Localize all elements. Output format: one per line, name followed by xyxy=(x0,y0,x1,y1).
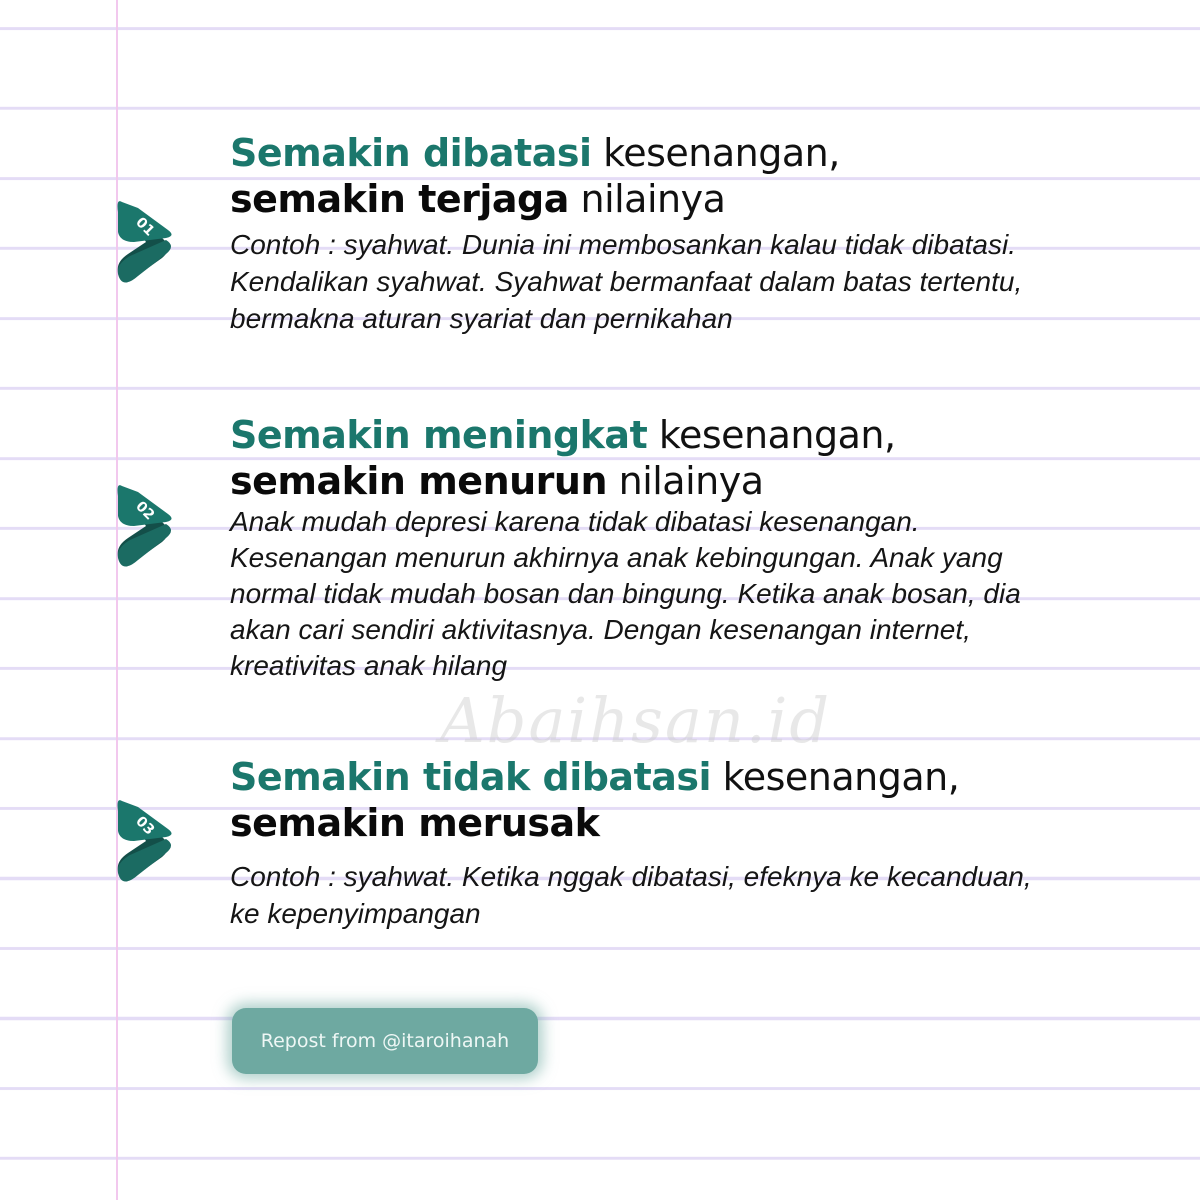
item-1-heading xyxy=(230,130,1110,176)
item-1 xyxy=(230,130,1110,337)
item-2-marker-icon xyxy=(108,482,188,572)
item-3-subheading xyxy=(230,800,1110,846)
item-1-subheading-bold: semakin terjaga xyxy=(230,177,569,221)
item-3-heading-accent: Semakin tidak dibatasi xyxy=(230,755,712,799)
item-2 xyxy=(230,412,1110,684)
item-3-body: Contoh : syahwat. Ketika nggak dibatasi, efeknya ke kecanduan, ke kepenyimpangan xyxy=(230,861,1032,929)
item-1-heading-accent: Semakin dibatasi xyxy=(230,131,592,175)
item-1-subheading-rest: nilainya xyxy=(568,177,726,221)
item-2-subheading xyxy=(230,458,1110,504)
item-2-number: 02 xyxy=(132,498,158,524)
item-1-body: Contoh : syahwat. Dunia ini membosankan kalau tidak dibatasi. Kendalikan syahwat. Syahwat bermanfaat dalam batas tertentu, bermakna aturan syariat dan pernikahan xyxy=(230,229,1023,334)
item-3-subheading-bold: semakin merusak xyxy=(230,801,600,845)
item-1-heading-rest: kesenangan, xyxy=(591,131,840,175)
repost-badge: Repost from @itaroihanah xyxy=(232,1008,538,1074)
item-2-heading-rest: kesenangan, xyxy=(647,413,896,457)
item-3 xyxy=(230,754,1110,932)
item-3-heading-rest: kesenangan, xyxy=(711,755,960,799)
item-1-subheading xyxy=(230,176,1110,222)
watermark: Abaihsan.id xyxy=(440,684,832,757)
item-3-heading xyxy=(230,754,1110,800)
notebook-margin-line xyxy=(116,0,118,1200)
item-2-body: Anak mudah depresi karena tidak dibatasi kesenangan. Kesenangan menurun akhirnya anak kebingungan. Anak yang normal tidak mudah bosan dan bingung. Ketika anak bosan, dia akan cari sendiri aktivitasnya. Dengan kesenangan internet, kreativitas anak hilang xyxy=(230,506,1021,681)
item-3-number: 03 xyxy=(132,813,158,839)
item-2-heading-accent: Semakin meningkat xyxy=(230,413,648,457)
item-2-heading xyxy=(230,412,1110,458)
item-2-subheading-rest: nilainya xyxy=(607,459,764,503)
item-2-subheading-bold: semakin menurun xyxy=(230,459,608,503)
item-3-marker-icon xyxy=(108,797,188,887)
item-1-marker-icon xyxy=(108,198,188,288)
item-1-number: 01 xyxy=(132,214,158,240)
